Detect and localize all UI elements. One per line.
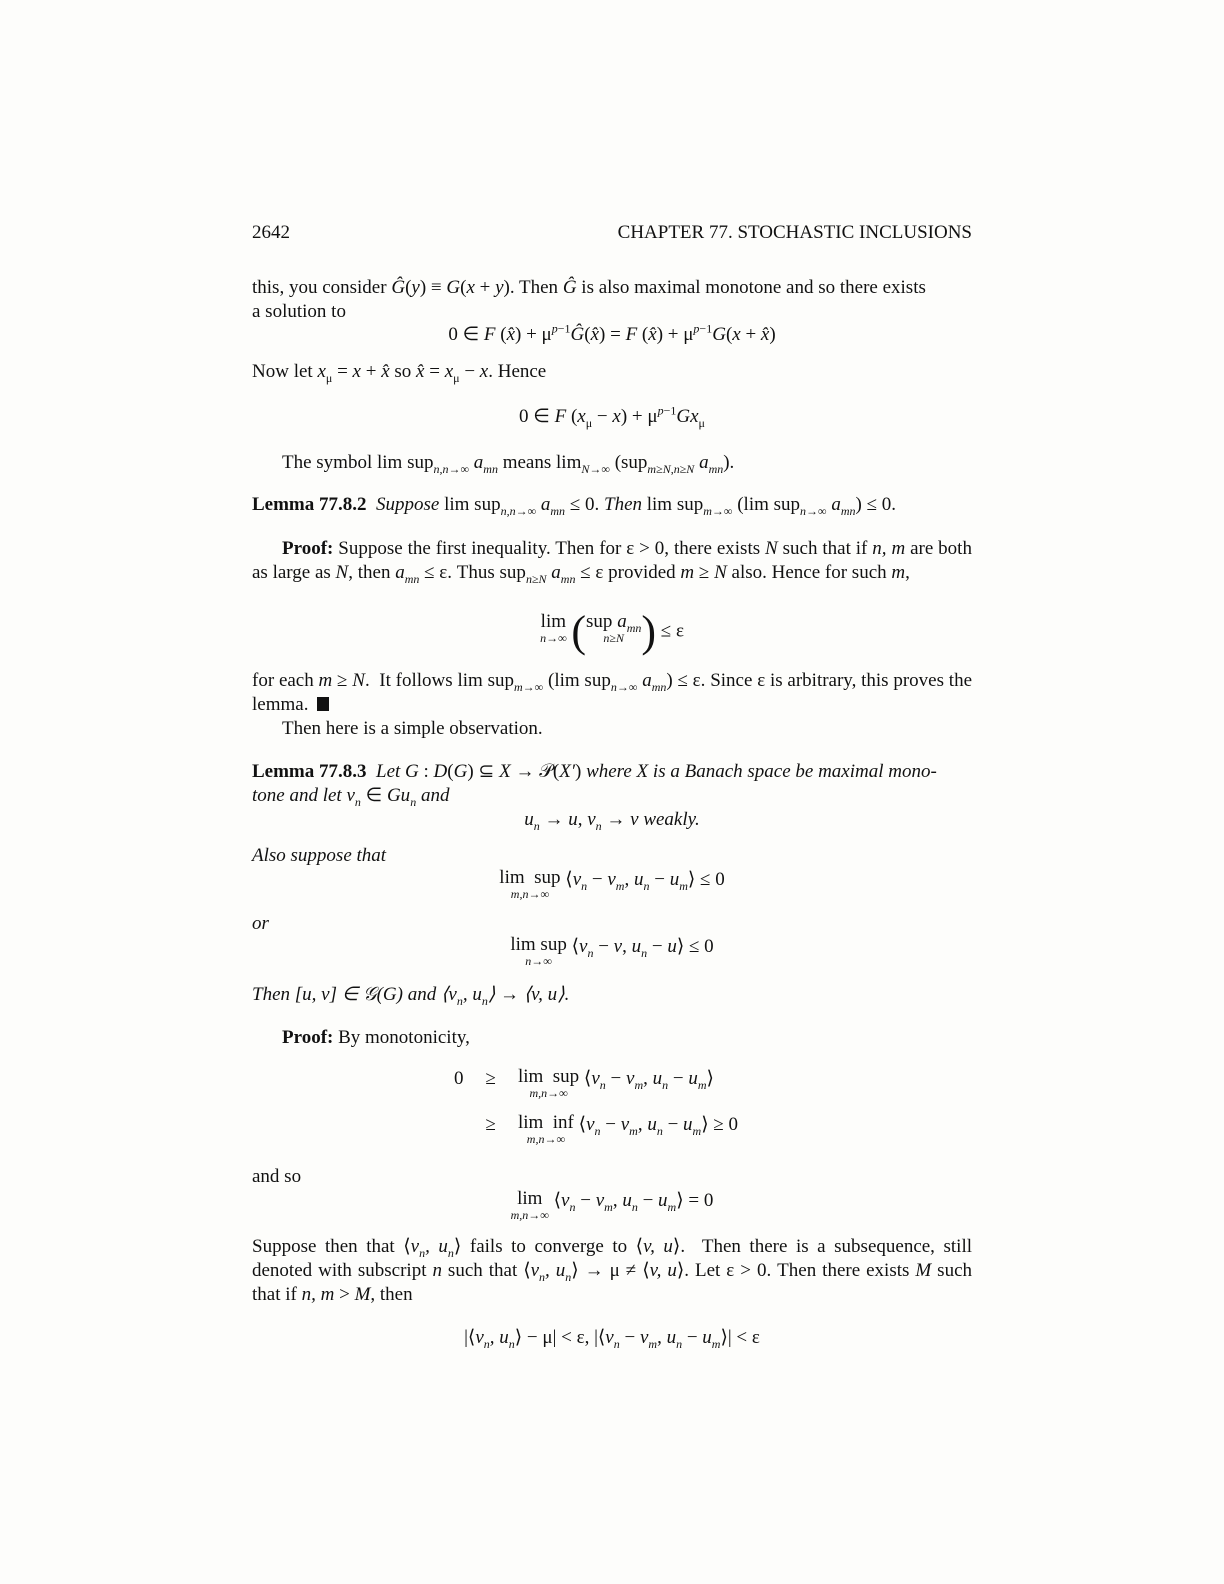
paragraph-subsequence: Suppose then that $⟨v_n$, $u_n⟩$ fails to converge to ⟨v, u⟩. Then there is a subsequence, still denoted with subscript n such that $⟨v_n$, $u_n⟩ \to \mu$ ≠ ⟨v, u⟩. Let ε > 0. Then there exists M such that if n, m > M, then [252, 1236, 973, 1305]
equation-array: 0 ≥ lim sup m,n→∞ $⟨v_n - v_m$, $u_n$ − $u_m⟩$ ≥ lim inf m,n→∞ $⟨v_n - v_m$, $u_n$ − $u_m⟩ \ge 0$ [454, 1066, 739, 1146]
equation-limit-zero: lim m,n→∞ $⟨v_n - v_m$, $u_n$ − $u_m⟩ = 0$ [510, 1188, 714, 1222]
lemma-77-8-3: Lemma 77.8.3 Let G : D(G) ⊆ X → 𝒫(X′) where X is a Banach space be maximal mono- tone and let $v_n$ ∈ $Gu_n$ and [252, 761, 937, 809]
qed-icon [317, 697, 329, 711]
proof-lemma-77-8-3: Proof: By monotonicity, [282, 1027, 470, 1048]
paragraph-limsup-definition: The symbol lim sup$_{n,n\to\infty}$ $a_{mn}$ means $\lim_{N\to\infty} (sup_{m\ge N,n\ge N}$ $a_{mn}$). [282, 452, 735, 476]
paragraph-observation: Then here is a simple observation. [282, 718, 543, 739]
equation-3: lim n→∞ ( sup $a_{mn}$ n≥N ) ≤ ε [540, 607, 684, 656]
or-text: or [252, 913, 269, 934]
and-so: and so [252, 1166, 302, 1187]
equation-condition-b: lim sup n→∞ $⟨v_n - v$, $u_n$ − u⟩ ≤ 0 [510, 934, 714, 968]
proof-label: Proof: [282, 1027, 334, 1048]
paragraph-intro: this, you consider Ĝ(y) ≡ G(x + y). Then Ĝ is also maximal monotone and so there exists a solution to [252, 277, 926, 322]
lemma-conclusion: Then [u, v] ∈ 𝒢(G) and $⟨v_n$, $u_n⟩$ → ⟨v, u⟩. [252, 984, 570, 1008]
equation-2: 0 ∈ F $(x_\mu - x) + \mu^{p-1}Gx_\mu$ [519, 403, 705, 430]
paragraph-now-let: Now let $x_\mu = x$ + x̂ so x̂ = $x_\mu - x$. Hence [252, 361, 547, 385]
equation-1: 0 ∈ F (x̂) + $\mu^{p-1}Ĝ(x̂) = F$ (x̂) + $\mu^{p-1}G(x$ + x̂) [448, 321, 776, 345]
running-header [252, 221, 972, 245]
paragraph-conclusion: for each m ≥ N. It follows lim sup$_{m\to\infty}$ (lim sup$_{n\to\infty}$ $a_{mn}) \le \varepsilon$. Since ε is arbitrary, this proves the lemma. [252, 670, 972, 715]
proof-lemma-77-8-2: Proof: Suppose the first inequality. Then for ε > 0, there exists N such that if n, m are both as large as N, then $a_{mn} \le \varepsilon$. Thus sup$_{n\ge N}$ $a_{mn} \le \varepsilon$ provided m ≥ N also. Hence for such m, [252, 538, 972, 586]
equation-condition-a: lim sup m,n→∞ $⟨v_n - v_m$, $u_n$ − $u_m⟩ \le 0$ [499, 867, 725, 901]
proof-label: Proof: [282, 538, 334, 559]
lemma-label: Lemma 77.8.3 [252, 761, 367, 782]
equation-final: $|⟨v_n$, $u_n⟩ - \mu| < \varepsilon$, $|⟨v_n - v_m$, $u_n$ − $u_m⟩| < \varepsilon$ [464, 1327, 760, 1351]
page-number: 2642 [252, 222, 290, 243]
equation-weak-convergence: $u_n \to u$, $v_n \to v$ weakly. [524, 809, 700, 833]
chapter-title: CHAPTER 77. STOCHASTIC INCLUSIONS [617, 222, 972, 243]
also-suppose: Also suppose that [252, 845, 387, 866]
lemma-label: Lemma 77.8.2 [252, 494, 367, 515]
lemma-77-8-2: Lemma 77.8.2 Suppose lim sup$_{n,n\to\infty}$ $a_{mn} \le 0$. Then lim sup$_{m\to\infty}$ (lim sup$_{n\to\infty}$ $a_{mn}) \le 0$. [252, 494, 897, 518]
